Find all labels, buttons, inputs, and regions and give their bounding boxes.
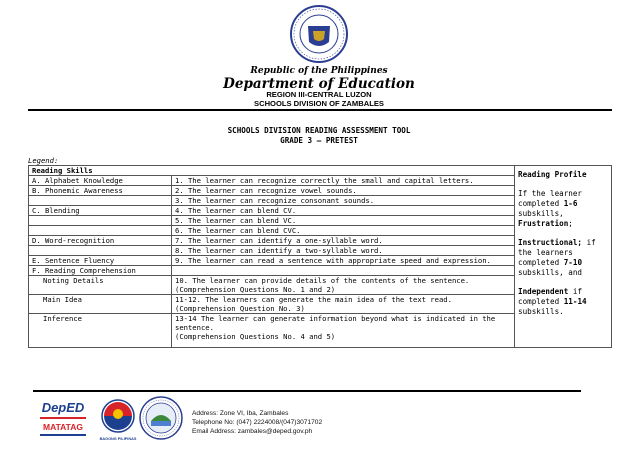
profile-frustration: If the learner completed 1-6 subskills, Frustration;: [518, 189, 583, 228]
footer-email: Email Address: zambales@deped.gov.ph: [192, 428, 313, 435]
skill-cell: Main Idea: [29, 295, 172, 314]
skill-cell: D. Word-recognition: [29, 236, 172, 246]
deped-logo: [36, 400, 90, 442]
table-header-row: [29, 166, 612, 176]
division-line: SCHOOLS DIVISION OF ZAMBALES: [254, 99, 384, 108]
description-cell: 10. The learner can provide details of the contents of the sentence. (Comprehension Questions No. 1 and 2): [172, 276, 515, 295]
footer-address: Address: Zone VI, Iba, Zambales: [192, 410, 289, 417]
skill-cell: C. Blending: [29, 206, 172, 216]
skill-cell: [29, 246, 172, 256]
legend-label: Legend:: [28, 156, 59, 165]
skill-cell: [29, 226, 172, 236]
header-divider: [28, 109, 612, 111]
description-cell: 13-14 The learner can generate information beyond what is indicated in the sentence. (Comprehension Questions No. 4 and 5): [172, 314, 515, 348]
footer-divider: [33, 390, 581, 392]
matatag-wordmark: MATATAG: [43, 422, 83, 432]
republic-line: Republic of the Philippines: [250, 66, 388, 76]
description-cell: 4. The learner can blend CV.: [172, 206, 515, 216]
description-cell: 11-12. The learners can generate the main idea of the text read. (Comprehension Question No. 3): [172, 295, 515, 314]
description-cell: 6. The learner can blend CVC.: [172, 226, 515, 236]
description-cell: 5. The learner can blend VC.: [172, 216, 515, 226]
skill-cell: F. Reading Comprehension: [29, 266, 172, 276]
skill-cell: E. Sentence Fluency: [29, 256, 172, 266]
skill-cell: Inference: [29, 314, 172, 348]
profile-title: Reading Profile: [518, 170, 587, 179]
skill-cell: [29, 196, 172, 206]
skill-cell: A. Alphabet Knowledge: [29, 176, 172, 186]
description-cell: [172, 266, 515, 276]
bagong-pilipinas-label: BAGONG PILIPINAS: [99, 437, 137, 441]
description-cell: 8. The learner can identify a two-syllable word.: [172, 246, 515, 256]
document-subtitle: GRADE 3 – PRETEST: [280, 136, 358, 145]
deped-seal-logo: [289, 4, 349, 64]
profile-instructional: Instructional; if the learners completed 7-10 subskills, and: [518, 238, 596, 277]
description-cell: 2. The learner can recognize vowel sounds.: [172, 186, 515, 196]
description-cell: 1. The learner can recognize correctly the small and capital letters.: [172, 176, 515, 186]
skill-cell: Noting Details: [29, 276, 172, 295]
matatag-underline: [40, 434, 86, 436]
skill-cell: B. Phonemic Awareness: [29, 186, 172, 196]
description-cell: 7. The learner can identify a one-syllable word.: [172, 236, 515, 246]
division-seal-logo: [138, 395, 184, 441]
reading-skills-table: [28, 165, 612, 348]
region-line: REGION III-CENTRAL LUZON: [266, 90, 372, 99]
deped-wordmark: DepED: [41, 400, 85, 415]
skill-cell: [29, 216, 172, 226]
reading-profile-cell: [515, 166, 612, 348]
description-cell: 9. The learner can read a sentence with appropriate speed and expression.: [172, 256, 515, 266]
profile-independent: Independent if completed 11-14 subskills.: [518, 287, 587, 316]
bagong-pilipinas-logo: [96, 396, 140, 436]
footer-contact: [192, 409, 322, 436]
department-name: Department of Education: [223, 76, 415, 92]
document-title: SCHOOLS DIVISION READING ASSESSMENT TOOL: [227, 126, 411, 135]
deped-underline: [40, 417, 86, 419]
footer-telephone: Telephone No: (047) 2224008/(047)3071702: [192, 419, 323, 426]
table-header: Reading Skills: [29, 166, 515, 176]
description-cell: 3. The learner can recognize consonant sounds.: [172, 196, 515, 206]
